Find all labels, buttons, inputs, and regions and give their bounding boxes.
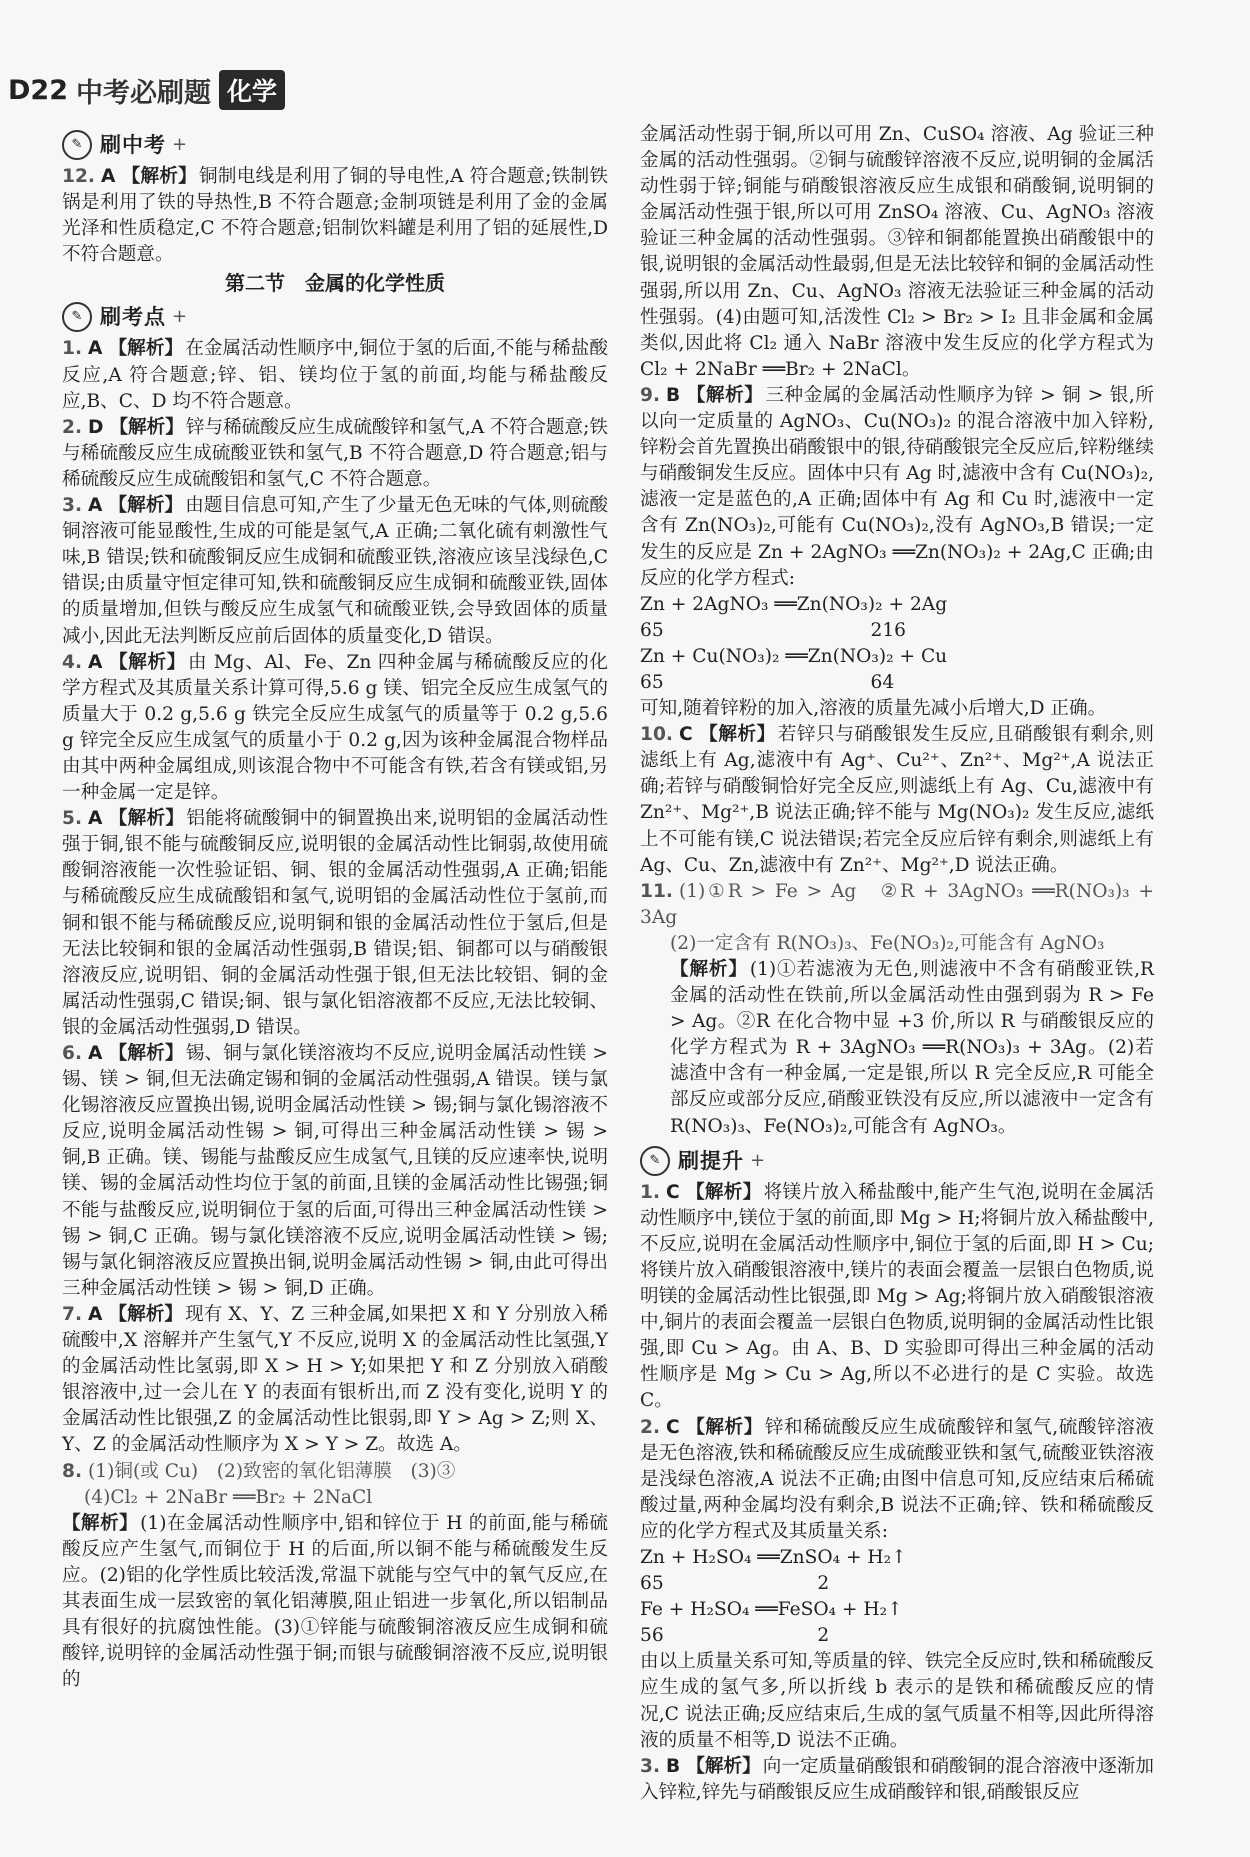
answer-line: (4)Cl₂ + 2NaBr ══Br₂ + 2NaCl [84,1486,373,1508]
answer-item-8 [62,1459,608,1694]
right-column [640,122,1154,1806]
analysis-text: 三种金属的金属活动性顺序为锌 > 铜 > 银,所以向一定质量的 AgNO₃、Cu(NO₃)₂ 的混合溶液中加入锌粉,锌粉会首先置换出硝酸银中的银,待硝酸银完全反应后,锌粉继续与硝酸铜发生反应。固体中只有 Ag 时,滤液中含有 Cu(NO₃)₂,滤液一定是蓝色的,A 正确;固体中有 Ag 和 Cu 时,滤液中一定含有 Zn(NO₃)₂,可能有 Cu(NO₃)₂,没有 AgNO₃,B 错误;一定发生的反应是 Zn + 2AgNO₃ ══Zn(NO₃)₂ + 2Ag,C 正确;由反应的化学方程式: [640,384,1154,589]
item-answer: C [666,1416,680,1438]
answer-line [62,1459,608,1485]
analysis-text: 由以上质量关系可知,等质量的锌、铁完全反应时,铁和稀硫酸反应生成的氢气多,所以折线 b 表示的是铁和稀硫酸反应的情况,C 说法正确;反应结束后,生成的氢气质量不相等,因此所得溶液的质量不相等,D 说法不正确。 [640,1651,1154,1751]
answer-item-7 [62,1302,608,1459]
section-label: 刷中考 [100,132,166,157]
section-header-kaodian [62,302,608,332]
analysis-tag: 【解析】 [62,1512,139,1534]
analysis-text: 若锌只与硝酸银发生反应,且硝酸银有剩余,则滤纸上有 Ag,滤液中有 Ag⁺、Cu²⁺、Zn²⁺、Mg²⁺,A 说法正确;若锌与硝酸铜恰好完全反应,则滤纸上有 Ag、Cu,滤液中有 Zn²⁺、Mg²⁺,B 说法正确;锌不能与 Mg(NO₃)₂ 发生反应,滤纸上不可能有镁,C 说法错误;若完全反应后锌有剩余,则滤纸上有 Ag、Cu、Zn,滤液中有 Zn²⁺、Mg²⁺,D 说法正确。 [640,724,1154,876]
analysis-text: 将镁片放入稀盐酸中,能产生气泡,说明在金属活动性顺序中,镁位于氢的前面,即 Mg > H;将铜片放入稀盐酸中,不反应,说明在金属活动性顺序中,铜位于氢的后面,即 H > Cu;将镁片放入硝酸银溶液中,镁片的表面会覆盖一层银白色物质,说明镁的金属活动性比银强,即 Mg > Ag;将铜片放入硝酸银溶液中,铜片的表面会覆盖一层银白色物质,说明铜的金属活动性比银强,即 Cu > Ag。由 A、B、D 实验即可得出三种金属的活动性顺序是 Mg > Cu > Ag,所以不必进行的是 C 实验。故选 C。 [640,1181,1154,1412]
item-answer: A [88,1303,103,1325]
item-answer: B [666,1755,681,1777]
section-label: 刷提升 [678,1148,744,1173]
item-number: 12. [62,166,95,187]
answer-item-4 [62,650,608,807]
item-number: 2. [62,416,83,438]
analysis-text: (1)在金属活动性顺序中,铝和锌位于 H 的前面,能与稀硫酸反应产生氢气,而铜位于 H 的后面,所以铜不能与稀硫酸发生反应。(2)铝的化学性质比较活泼,常温下就能与空气中的氧气反应,在其表面生成一层致密的氧化铝薄膜,阻止铝进一步氧化,所以铝制品具有很好的抗腐蚀性能。(3)①锌能与硫酸铜溶液反应生成铜和硫酸锌,说明锌的金属活动性强于铜;而银与硫酸铜溶液不反应,说明银的 [62,1512,608,1691]
equation: Fe + H₂SO₄ ══FeSO₄ + H₂↑ [640,1599,903,1621]
item-number: 3. [62,495,83,517]
analysis-tag: 【解析】 [108,495,184,517]
left-column [62,124,608,1693]
answer-item-2 [62,415,608,493]
item-answer: A [88,495,103,517]
answer-item-1 [62,336,608,414]
subject-badge: 化学 [219,70,285,110]
analysis-tag: 【解析】 [686,1755,761,1777]
analysis-text: (1)①若滤液为无色,则滤液中不含有硝酸亚铁,R 金属的活动性在铁前,所以金属活动性由强到弱为 R > Fe > Ag。②R 在化合物中显 +3 价,所以 R 与硝酸银反应的化学方程式为 R + 3AgNO₃ ══R(NO₃)₃ + 3Ag。(2)若滤渣中含有一种金属,一定是银,所以 R 完全反应,R 可能全部反应或部分反应,硝酸亚铁没有反应,所以滤液中一定含有 R(NO₃)₃、Fe(NO₃)₂,可能含有 AgNO₃。 [670,959,1154,1137]
analysis-tag: 【解析】 [121,166,198,187]
analysis-text: 锌和稀硫酸反应生成硫酸锌和氢气,硫酸锌溶液是无色溶液,铁和稀硫酸反应生成硫酸亚铁和氢气,硫酸亚铁溶液是浅绿色溶液,A 说法不正确;由图中信息可知,反应结束后稀硫酸过量,两种金属均没有剩余,B 说法不正确;锌、铁和稀硫酸反应的化学方程式及其质量关系: [640,1416,1154,1542]
item-number: 6. [62,1043,83,1064]
analysis-text: 铜制电线是利用了铜的导电性,A 符合题意;铁制铁锅是利用了铁的导热性,B 不符合题意;金制项链是利用了金的金属光泽和性质稳定,C 不符合题意;铝制饮料罐是利用了铝的延展性,D 不符合题意。 [62,166,608,266]
analysis-text: 在金属活动性顺序中,铜位于氢的后面,不能与稀盐酸反应,A 符合题意;锌、铝、镁均位于氢的前面,均能与稀盐酸反应,B、C、D 均不符合题意。 [62,338,608,412]
item-answer: C [678,724,693,746]
item-answer: C [666,1181,680,1203]
analysis-text: 现有 X、Y、Z 三种金属,如果把 X 和 Y 分别放入稀硫酸中,X 溶解并产生氢气,Y 不反应,说明 X 的金属活动性比氢强,Y 的金属活动性比氢弱,即 X > H > Y;如果把 Y 和 Z 分别放入硝酸银溶液中,过一会儿在 Y 的表面有银析出,而 Z 没有变化,说明 Y 的金属活动性比银强,Z 的金属活动性比银弱,即 Y > Ag > Z;则 X、Y、Z 的金属活动性顺序为 X > Y > Z。故选 A。 [62,1303,608,1456]
improve-item-1 [640,1180,1154,1415]
brush-icon: ✎ [62,130,92,160]
book-title: 中考必刷题 [76,77,211,109]
answer-item-11 [640,879,1154,1140]
item-answer: D [88,416,104,438]
mass-relation: 65 216 [640,619,907,641]
analysis-tag: 【解析】 [108,808,185,830]
analysis-text: 锡、铜与氯化镁溶液均不反应,说明金属活动性镁 > 锡、镁 > 铜,但无法确定锡和铜的金属活动性强弱,A 错误。镁与氯化锡溶液反应置换出锡,说明金属活动性镁 > 锡;铜与氯化锡溶液不反应,说明金属活动性锡 > 铜,可得出三种金属活动性镁 > 锡 > 铜,B 正确。镁、锡能与盐酸反应生成氢气,且镁的反应速率快,说明镁、锡的金属活动性均位于氢的前面,且镁的金属活动性比锡强;铜不能与盐酸反应,说明铜位于氢的后面,可得出三种金属活动性镁 > 锡 > 铜,C 正确。锡与氯化镁溶液不反应,说明金属活动性镁 > 锡;锡与氯化铜溶液反应置换出铜,说明金属活动性锡 > 铜,由此可得出三种金属活动性镁 > 锡 > 铜,D 正确。 [62,1043,608,1299]
item-answer: A [88,1043,103,1064]
plus-icon: + [172,306,188,328]
item-number: 10. [640,724,673,746]
analysis-text: 由 Mg、Al、Fe、Zn 四种金属与稀硫酸反应的化学方程式及其质量关系计算可得,5.6 g 镁、铝完全反应生成氢气的质量大于 0.2 g,5.6 g 铁完全反应生成氢气的质量等于 0.2 g,5.6 g 锌完全反应生成氢气的质量小于 0.2 g,因为该种金属混合物样品由其中两种金属组成,则该混合物中不可能含有铁,若含有镁或铝,另一种金属一定是锌。 [62,651,608,804]
answer-item-8-continued: 金属活动性弱于铜,所以可用 Zn、CuSO₄ 溶液、Ag 验证三种金属的活动性强弱。②铜与硫酸锌溶液不反应,说明铜的金属活动性弱于锌;铜能与硝酸银溶液反应生成银和硝酸铜,说明铜的金属活动性强于银,所以可用 ZnSO₄ 溶液、Cu、AgNO₃ 溶液验证三种金属的活动性强弱。③锌和铜都能置换出硝酸银中的银,说明银的金属活动性最弱,但是无法比较锌和铜的金属活动性强弱,所以用 Zn、Cu、AgNO₃ 溶液无法验证三种金属的活动性强弱。(4)由题可知,活泼性 Cl₂ > Br₂ > I₂ 且非金属和金属类似,因此将 Cl₂ 通入 NaBr 溶液中发生反应的化学方程式为 Cl₂ + 2NaBr ══Br₂ + 2NaCl。 [640,124,1154,380]
analysis-tag: 【解析】 [109,416,184,438]
improve-item-3 [640,1754,1154,1806]
plus-icon: + [172,133,188,155]
analysis-tag: 【解析】 [108,651,186,673]
item-number: 1. [62,338,83,360]
item-number: 3. [640,1755,661,1777]
analysis-tag: 【解析】 [686,384,764,406]
mass-relation: 65 64 [640,671,895,693]
item-answer: A [88,808,103,830]
analysis-tag: 【解析】 [108,338,184,360]
item-number: 2. [640,1416,661,1438]
page-code: D22 [8,74,68,106]
analysis-text: 由题目信息可知,产生了少量无色无味的气体,则硫酸铜溶液可能显酸性,生成的可能是氢气,A 正确;二氧化硫有刺激性气味,B 错误;铁和硫酸铜反应生成铜和硫酸亚铁,溶液应该呈浅绿色,C 错误;由质量守恒定律可知,铁和硫酸铜反应生成铜和硫酸亚铁,固体的质量增加,但铁与酸反应生成氢气和硫酸亚铁,会导致固体的质量减小,因此无法判断反应前后固体的质量变化,D 错误。 [62,495,608,647]
item-number: 11. [640,880,673,902]
mass-relation: 56 2 [640,1625,830,1647]
equation: Zn + H₂SO₄ ══ZnSO₄ + H₂↑ [640,1546,907,1568]
plus-icon: + [750,1149,766,1171]
section-header-tisheng [640,1146,1154,1176]
item-answer: A [88,338,103,360]
analysis-text: 锌与稀硫酸反应生成硫酸锌和氢气,A 不符合题意;铁与稀硫酸反应生成硫酸亚铁和氢气,B 不符合题意,D 符合题意;铝与稀硫酸反应生成硫酸铝和氢气,C 不符合题意。 [62,416,608,490]
improve-item-2 [640,1415,1154,1754]
answer-item-9 [640,383,1154,722]
item-number: 7. [62,1303,83,1325]
equation: Zn + 2AgNO₃ ══Zn(NO₃)₂ + 2Ag [640,593,948,615]
item-number: 5. [62,808,83,830]
brush-icon: ✎ [640,1146,670,1176]
answer-item-6 [62,1041,608,1302]
item-number: 8. [62,1460,83,1482]
answer-item-10 [640,722,1154,879]
answer-item-5 [62,806,608,1041]
item-number: 1. [640,1181,661,1203]
item-number: 4. [62,651,83,673]
section-heading: 第二节 金属的化学性质 [225,271,445,296]
answer-item-3 [62,493,608,650]
page-header [8,68,285,112]
answer-text: (1)①R > Fe > Ag ②R + 3AgNO₃ ══R(NO₃)₃ + 3Ag [640,880,1154,928]
answer-line [640,879,1154,931]
analysis-tag: 【解析】 [685,1181,762,1203]
mass-relation: 65 2 [640,1573,830,1595]
equation: Zn + Cu(NO₃)₂ ══Zn(NO₃)₂ + Cu [640,645,948,667]
analysis-tag: 【解析】 [670,959,748,980]
item-answer: B [666,384,681,406]
analysis-text: 向一定质量硝酸银和硝酸铜的混合溶液中逐渐加入锌粒,锌先与硝酸银反应生成硝酸锌和银,硝酸银反应 [640,1755,1154,1803]
brush-icon: ✎ [62,302,92,332]
answer-text: (1)铜(或 Cu) (2)致密的氧化铝薄膜 (3)③ [88,1460,456,1482]
analysis-tag: 【解析】 [108,1043,184,1064]
answer-line: (2)一定含有 R(NO₃)₃、Fe(NO₃)₂,可能含有 AgNO₃ [670,932,1105,954]
answer-item-12 [62,164,608,268]
item-answer: A [100,166,116,187]
section-header-zhongkao [62,130,608,160]
analysis-text: 可知,随着锌粉的加入,溶液的质量先减小后增大,D 正确。 [640,698,1107,720]
section-label: 刷考点 [100,305,166,330]
item-answer: A [88,651,103,673]
item-number: 9. [640,384,661,406]
analysis-tag: 【解析】 [698,724,776,746]
analysis-tag: 【解析】 [685,1416,763,1438]
analysis-text: 铝能将硫酸铜中的铜置换出来,说明铝的金属活动性强于铜,银不能与硫酸铜反应,说明银的金属活动性比铜弱,故使用硫酸铜溶液能一次性验证铝、铜、银的金属活动性强弱,A 正确;铝能与稀硫酸反应生成硫酸铝和氢气,说明铝的金属活动性位于氢前,而铜和银不能与稀硫酸反应,说明铜和银的金属活动性位于氢后,但是无法比较铜和银的金属活动性强弱,B 错误;铝、铜都可以与硝酸银溶液反应,说明铝、铜的金属活动性强于银,但无法比较铝、铜的金属活动性强弱,C 错误;铜、银与氯化铝溶液都不反应,无法比较铜、银的金属活动性强弱,D 错误。 [62,808,608,1038]
analysis-tag: 【解析】 [108,1303,184,1325]
